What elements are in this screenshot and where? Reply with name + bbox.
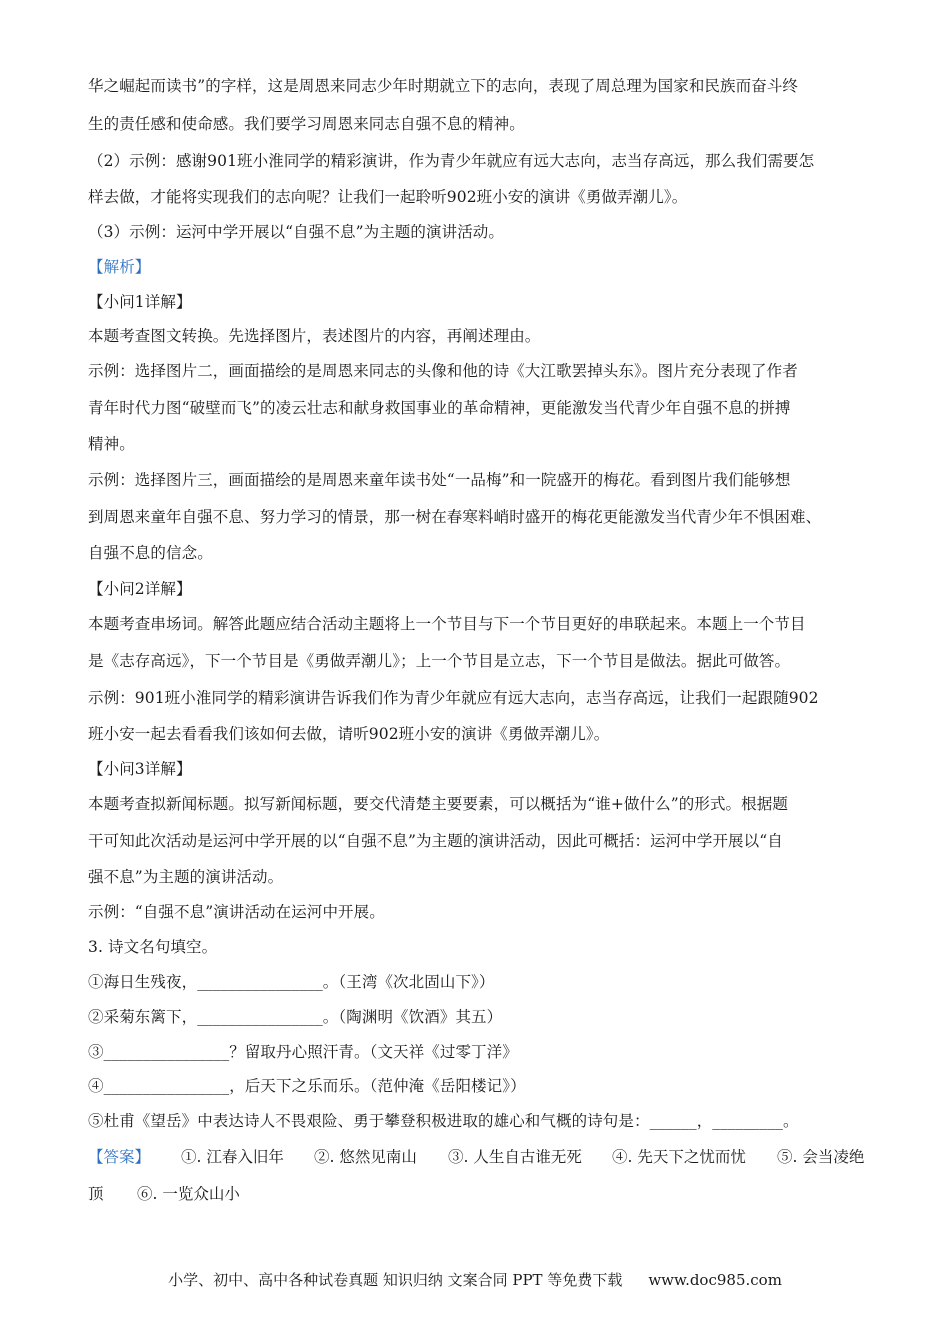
answer-item: ①. 江春入旧年 <box>181 1148 284 1166</box>
text-line: 示例：“自强不息”演讲活动在运河中开展。 <box>88 903 385 921</box>
footer-url-link[interactable]: www.doc985.com <box>648 1271 782 1289</box>
answer-item: ②. 悠然见南山 <box>314 1148 417 1166</box>
text-line: 干可知此次活动是运河中学开展的以“自强不息”为主题的演讲活动，因此可概括：运河中学开展以“自 <box>88 832 783 850</box>
text-line: 示例：选择图片三，画面描绘的是周恩来童年读书处“一品梅”和一院盛开的梅花。看到图片我们能够想 <box>88 471 791 489</box>
question-3-title: 3. 诗文名句填空。 <box>88 938 218 956</box>
answer-item: ③. 人生自古谁无死 <box>448 1148 582 1166</box>
answer-item: ⑥. 一览众山小 <box>137 1185 240 1203</box>
text-line: 示例：选择图片二，画面描绘的是周恩来同志的头像和他的诗《大江歌罢掉头东》。图片充分表现了作者 <box>88 362 798 380</box>
text-line: （3）示例：运河中学开展以“自强不息”为主题的演讲活动。 <box>88 223 505 241</box>
text-line: 班小安一起去看看我们该如何去做，请听902班小安的演讲《勇做弄潮儿》。 <box>88 725 610 743</box>
fill-blank-2: ②采菊东篱下，________________。（陶渊明《饮酒》其五） <box>88 1008 503 1026</box>
text-line: 青年时代力图“破壁而飞”的凌云壮志和献身救国事业的革命精神，更能激发当代青少年自强不息的拼搏 <box>88 399 791 417</box>
text-line: 到周恩来童年自强不息、努力学习的情景，那一树在春寒料峭时盛开的梅花更能激发当代青少年不惧困难、 <box>88 508 822 526</box>
text-line: 强不息”为主题的演讲活动。 <box>88 868 284 886</box>
text-line: 本题考查图文转换。先选择图片，表述图片的内容，再阐述理由。 <box>88 327 541 345</box>
text-line: 自强不息的信念。 <box>88 544 213 562</box>
page-footer <box>0 1270 950 1290</box>
subquestion-1-heading: 【小问1详解】 <box>88 293 192 311</box>
subquestion-2-heading: 【小问2详解】 <box>88 580 192 598</box>
answer-continuation: 顶 <box>88 1185 104 1203</box>
text-line: 华之崛起而读书”的字样，这是周恩来同志少年时期就立下的志向，表现了周总理为国家和民族而奋斗终 <box>88 77 799 95</box>
fill-blank-5: ⑤杜甫《望岳》中表达诗人不畏艰险、勇于攀登积极进取的雄心和气概的诗句是：______，_________。 <box>88 1112 799 1130</box>
analysis-heading: 【解析】 <box>88 258 151 276</box>
subquestion-3-heading: 【小问3详解】 <box>88 760 192 778</box>
fill-blank-1: ①海日生残夜，________________。（王湾《次北固山下》） <box>88 973 495 991</box>
text-line: 是《志存高远》，下一个节目是《勇做弄潮儿》；上一个节目是立志，下一个节目是做法。据此可做答。 <box>88 652 791 670</box>
answer-label: 【答案】 <box>88 1148 151 1166</box>
text-line: 本题考查拟新闻标题。拟写新闻标题，要交代清楚主要要素，可以概括为“谁+做什么”的形式。根据题 <box>88 795 788 813</box>
text-line: （2）示例：感谢901班小淮同学的精彩演讲，作为青少年就应有远大志向，志当存高远，那么我们需要怎 <box>88 152 815 170</box>
text-line: 示例：901班小淮同学的精彩演讲告诉我们作为青少年就应有远大志向，志当存高远，让我们一起跟随902 <box>88 689 819 707</box>
fill-blank-3: ③________________？留取丹心照汗青。（文天祥《过零丁洋》 <box>88 1043 518 1061</box>
text-line: 样去做，才能将实现我们的志向呢？让我们一起聆听902班小安的演讲《勇做弄潮儿》。 <box>88 188 688 206</box>
text-line: 精神。 <box>88 435 135 453</box>
text-line: 生的责任感和使命感。我们要学习周恩来同志自强不息的精神。 <box>88 115 525 133</box>
answer-item: ⑤. 会当凌绝 <box>777 1148 865 1166</box>
footer-text: 小学、初中、高中各种试卷真题 知识归纳 文案合同 PPT 等免费下载 <box>168 1271 623 1289</box>
answer-item: ④. 先天下之忧而忧 <box>612 1148 746 1166</box>
text-line: 本题考查串场词。解答此题应结合活动主题将上一个节目与下一个节目更好的串联起来。本题上一个节目 <box>88 615 806 633</box>
fill-blank-4: ④________________，后天下之乐而乐。（范仲淹《岳阳楼记》） <box>88 1077 526 1095</box>
